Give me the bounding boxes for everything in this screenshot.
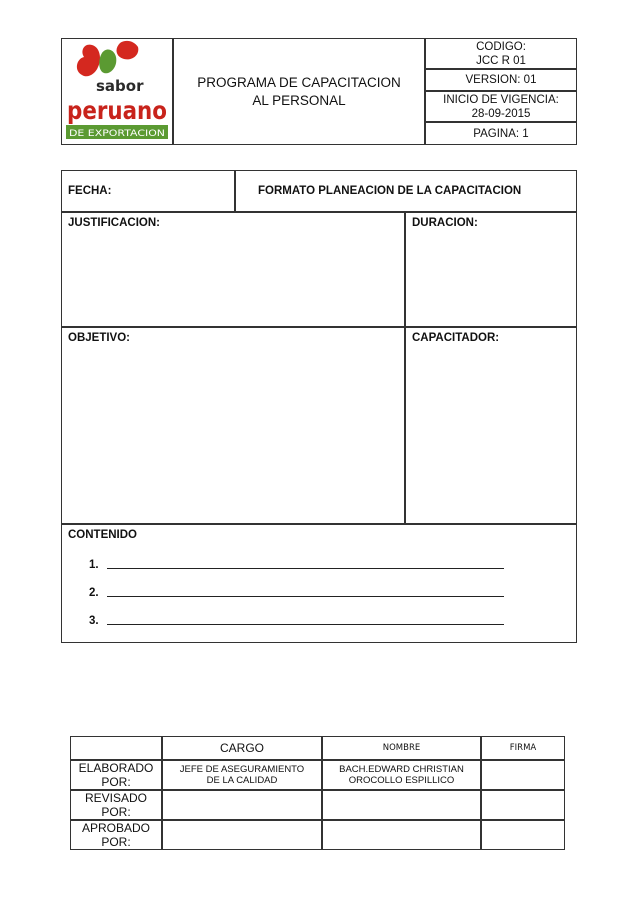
contenido-item-number: 3. [89,615,99,627]
cargo-header: CARGO [219,741,264,755]
document-title [173,38,425,145]
inicio-label: INICIO DE VIGENCIA: [443,93,559,106]
logo-main-text: peruano [67,96,167,125]
contenido-item-2[interactable] [89,587,504,599]
codigo-value: JCC R 01 [476,54,526,67]
row-label-line-2: POR: [101,775,131,789]
sig-header-firma [481,736,565,760]
sig-nombre-cell[interactable] [322,820,481,850]
fecha-field[interactable] [61,170,235,212]
sig-cargo-cell[interactable] [162,820,322,850]
duracion-label: DURACION: [412,217,478,229]
contenido-item-1[interactable] [89,559,504,571]
duracion-field[interactable] [405,212,577,327]
sig-header-nombre [322,736,481,760]
capacitador-field[interactable] [405,327,577,524]
red-pepper-shape-2 [117,41,139,59]
sig-firma-cell[interactable] [481,820,565,850]
row-label-line-1: ELABORADO [78,761,154,775]
nombre-header: NOMBRE [382,742,421,753]
justificacion-field[interactable] [61,212,405,327]
contenido-item-number: 1. [89,559,99,571]
nombre-line-1: BACH.EDWARD CHRISTIAN [339,764,464,775]
red-pepper-shape [77,45,100,77]
sig-cargo-cell[interactable] [162,760,322,790]
sig-row-label [70,760,162,790]
sig-firma-cell[interactable] [481,760,565,790]
company-logo [61,38,173,145]
inicio-vigencia-cell [425,91,577,122]
logo-bottom-text: DE EXPORTACION [69,129,165,139]
sig-nombre-cell[interactable] [322,760,481,790]
version-text: VERSION: 01 [465,74,537,86]
sabor-peruano-logo [62,39,172,144]
row-label-line-1: APROBADO [81,821,150,835]
blank-line [107,595,504,597]
contenido-label: CONTENIDO [68,529,137,541]
sig-firma-cell[interactable] [481,790,565,820]
title-line-1: PROGRAMA DE CAPACITACION [197,74,401,90]
contenido-section [61,524,577,643]
cargo-line-2: DE LA CALIDAD [206,775,278,786]
formato-title: FORMATO PLANEACION DE LA CAPACITACION [258,185,522,197]
sig-cargo-cell[interactable] [162,790,322,820]
sig-header-cargo [162,736,322,760]
nombre-line-2: OROCOLLO ESPILLICO [348,775,455,786]
formato-title-cell [235,170,577,212]
row-label-line-2: POR: [101,835,131,849]
sig-row-label [70,820,162,850]
contenido-item-3[interactable] [89,615,504,627]
logo-top-text: sabor [96,77,144,95]
contenido-item-number: 2. [89,587,99,599]
fecha-label: FECHA: [68,185,112,197]
capacitador-label: CAPACITADOR: [412,332,500,344]
codigo-cell [425,38,577,69]
sig-header-empty [70,736,162,760]
cargo-line-1: JEFE DE ASEGURAMIENTO [179,764,305,775]
objetivo-field[interactable] [61,327,405,524]
version-cell [425,69,577,91]
blank-line [107,567,504,569]
row-label-line-2: POR: [101,805,131,819]
objetivo-label: OBJETIVO: [68,332,130,344]
green-leaf-shape [99,50,116,74]
firma-header: FIRMA [509,742,537,753]
row-label-line-1: REVISADO [84,791,147,805]
pagina-cell [425,122,577,145]
codigo-label: CODIGO: [476,40,526,53]
blank-line [107,623,504,625]
sig-row-label [70,790,162,820]
pagina-text: PAGINA: 1 [473,127,529,140]
inicio-value: 28-09-2015 [471,107,531,120]
title-line-2: AL PERSONAL [252,92,346,108]
sig-nombre-cell[interactable] [322,790,481,820]
justificacion-label: JUSTIFICACION: [68,217,160,229]
